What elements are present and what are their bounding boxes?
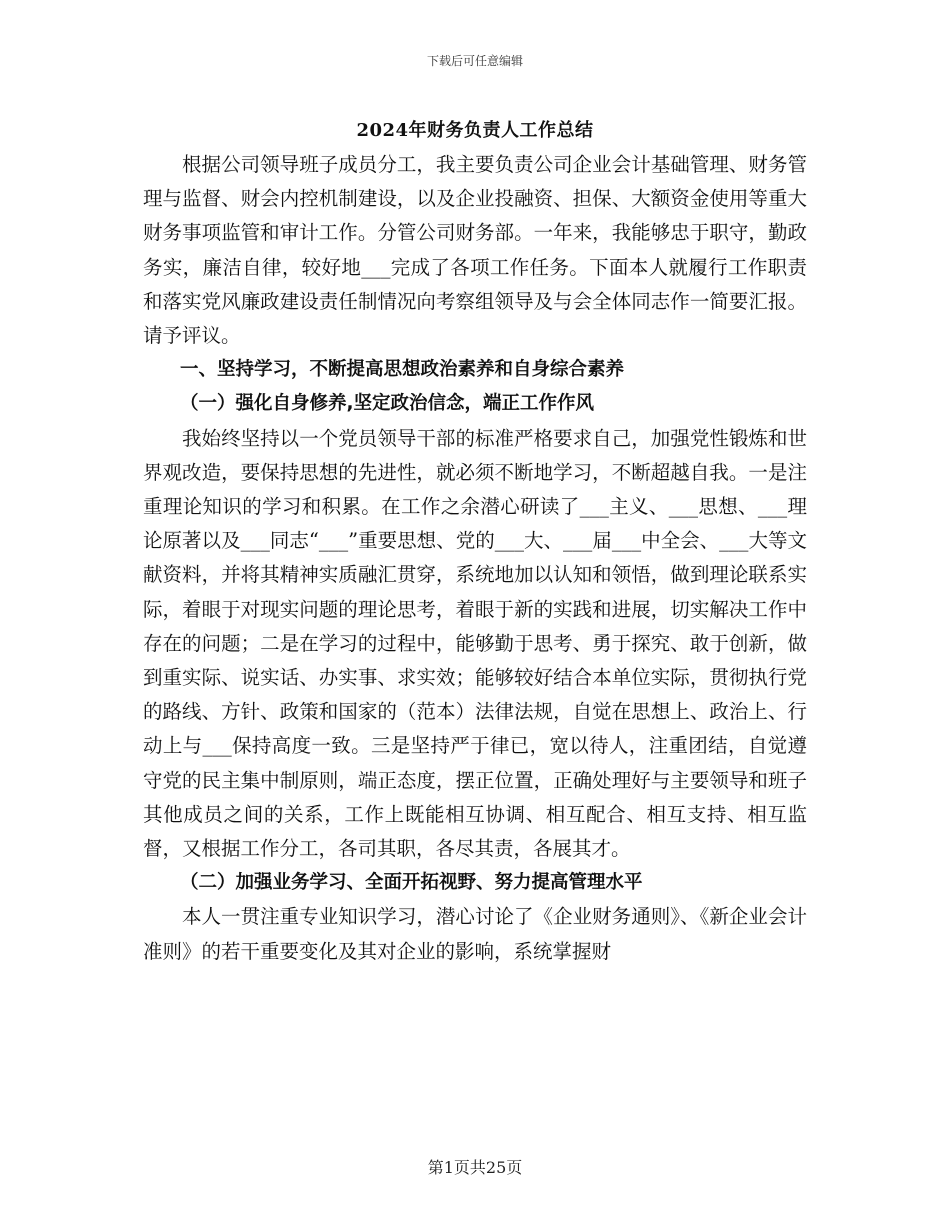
intro-paragraph: 根据公司领导班子成员分工，我主要负责公司企业会计基础管理、财务管理与监督、财会内控机制建设，以及企业投融资、担保、大额资金使用等重大财务事项监管和审计工作。分管公司财务部。一年来，我能够忠于职守，勤政务实，廉洁自律，较好地___完成了各项工作任务。下面本人就履行工作职责和落实党风廉政建设责任制情况向考察组领导及与会全体同志作一简要汇报。请予评议。 bbox=[143, 153, 807, 348]
document-body bbox=[143, 148, 807, 969]
document-title: 2024年财务负责人工作总结 bbox=[356, 120, 594, 141]
subsection-1-paragraph: 我始终坚持以一个党员领导干部的标准严格要求自己，加强党性锻炼和世界观改造，要保持思想的先进性，就必须不断地学习，不断超越自我。一是注重理论知识的学习和积累。在工作之余潜心研读了___主义、___思想、___理论原著以及___同志“___”重要思想、党的___大、___届___中全会、___大等文献资料，并将其精神实质融汇贯穿，系统地加以认知和领悟，做到理论联系实际，着眼于对现实问题的理论思考，着眼于新的实践和进展，切实解决工作中存在的问题；二是在学习的过程中，能够勤于思考、勇于探究、敢于创新，做到重实际、说实话、办实事、求实效；能够较好结合本单位实际，贯彻执行党的路线、方针、政策和国家的（范本）法律法规，自觉在思想上、政治上、行动上与___保持高度一致。三是坚持严于律已，宽以待人，注重团结，自觉遵守党的民主集中制原则，端正态度，摆正位置，正确处理好与主要领导和班子其他成员之间的关系，工作上既能相互协调、相互配合、相互支持、相互监督，又根据工作分工，各司其职，各尽其责，各展其才。 bbox=[143, 426, 807, 861]
subsection-1-heading: （一）强化自身修养,坚定政治信念，端正工作作风 bbox=[180, 393, 595, 415]
page-header: 下载后可任意编辑 bbox=[426, 54, 523, 68]
page-footer: 第1页共25页 bbox=[427, 1158, 523, 1177]
subsection-2-paragraph: 本人一贯注重专业知识学习，潜心讨论了《企业财务通则》、《新企业会计准则》的若干重要变化及其对企业的影响，系统掌握财 bbox=[143, 905, 807, 963]
subsection-2-heading: （二）加强业务学习、全面开拓视野、努力提高管理水平 bbox=[180, 872, 643, 894]
section-1-heading: 一、坚持学习，不断提高思想政治素养和自身综合素养 bbox=[180, 359, 625, 381]
